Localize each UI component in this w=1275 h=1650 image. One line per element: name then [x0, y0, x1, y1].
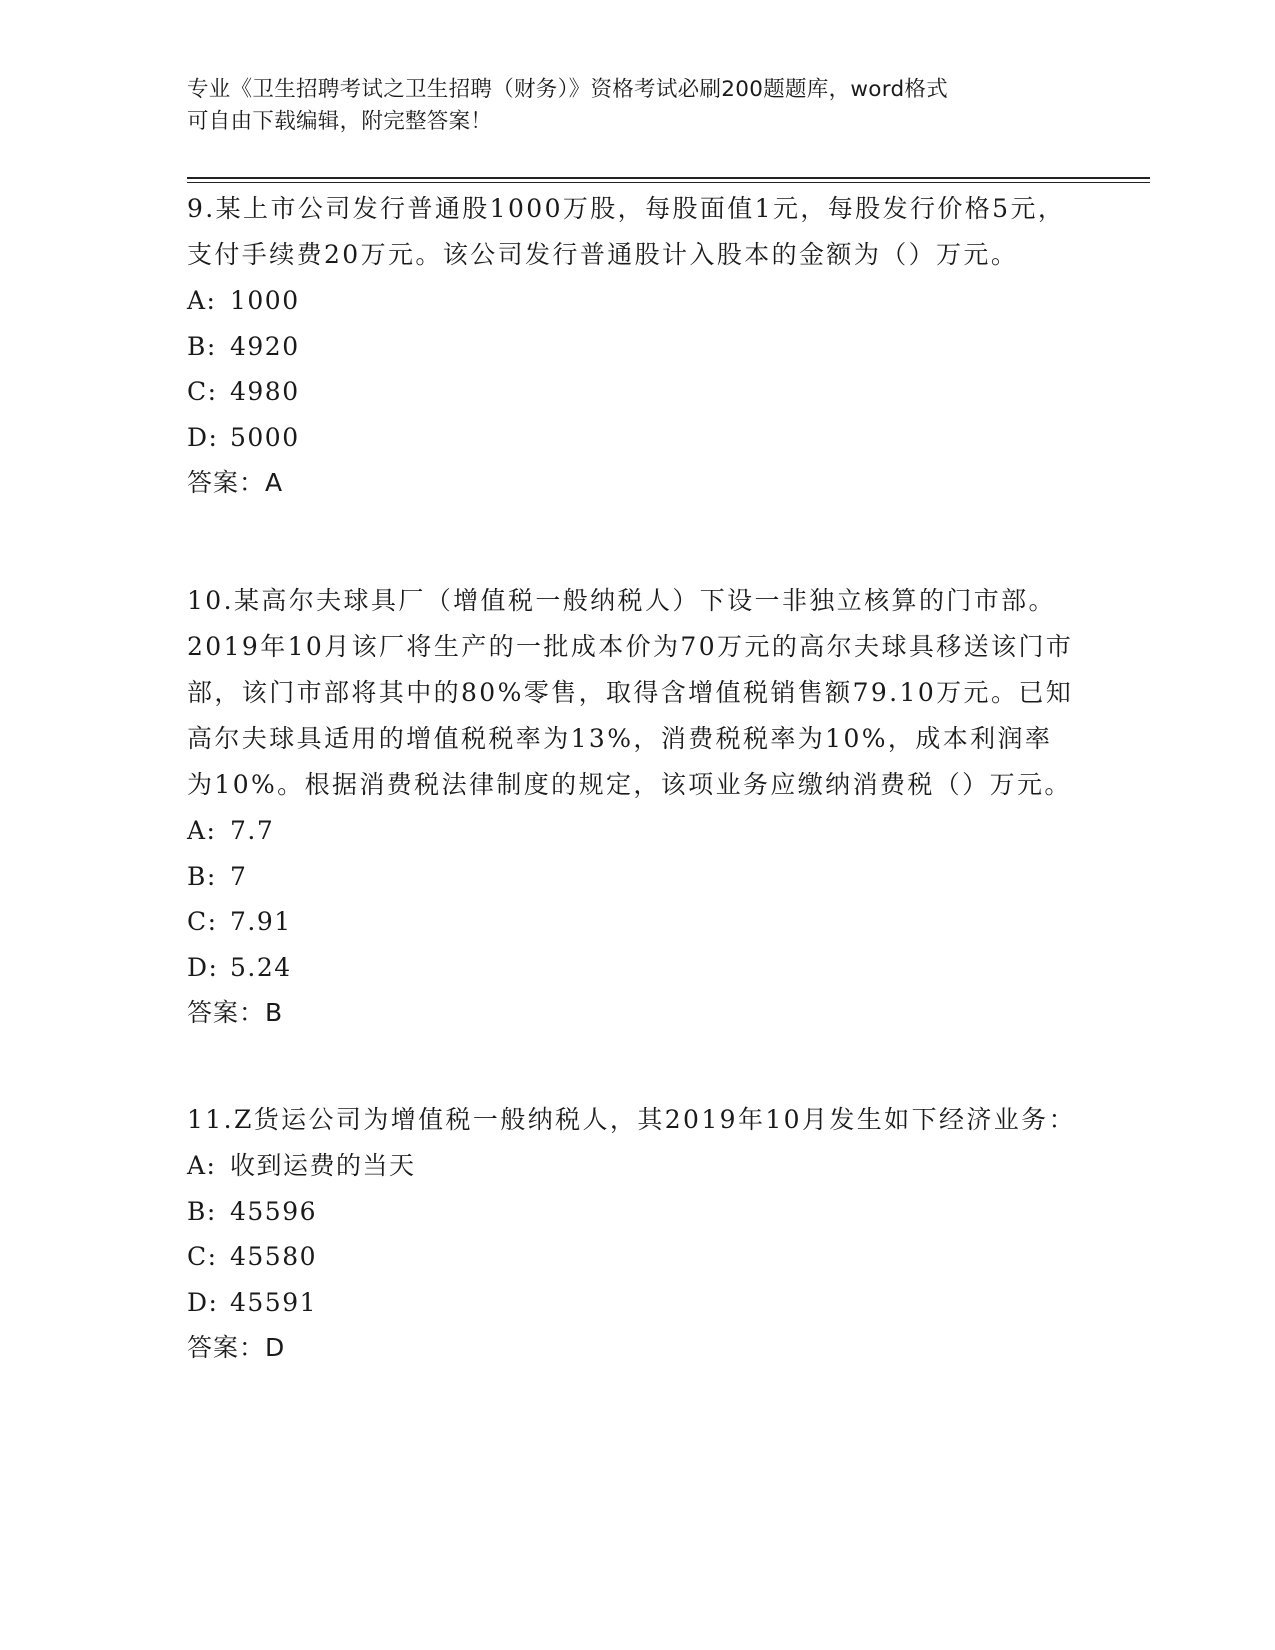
option-label: A:: [187, 816, 217, 845]
option-label: B:: [187, 861, 217, 891]
option-text: 7.91: [230, 907, 292, 936]
header-divider-thick: [187, 177, 1150, 179]
option-b: [187, 324, 1077, 370]
option-text: 1000: [230, 286, 300, 315]
header-line-2: 可自由下载编辑，附完整答案！: [187, 109, 493, 134]
option-text: 7: [230, 861, 248, 891]
option-text: 45596: [230, 1196, 318, 1226]
document-header: [187, 74, 1067, 138]
option-text: 收到运费的当天: [230, 1151, 416, 1180]
option-text: 4920: [230, 331, 300, 361]
option-text: 7.7: [230, 816, 275, 845]
option-c: [187, 1234, 1077, 1280]
question-10: [187, 578, 1077, 1036]
header-line-1: 专业《卫生招聘考试之卫生招聘（财务）》资格考试必刷200题题库，word格式: [187, 77, 949, 102]
option-text: 5000: [230, 422, 300, 452]
option-label: A:: [187, 286, 217, 315]
answer-line: 答案：B: [187, 998, 284, 1027]
option-a: [187, 808, 1077, 854]
option-label: C:: [187, 907, 218, 936]
question-11: [187, 1097, 1077, 1371]
option-label: C:: [187, 1242, 218, 1271]
option-label: C:: [187, 377, 218, 406]
question-stem: 9.某上市公司发行普通股1000万股，每股面值1元，每股发行价格5元，支付手续费20万元。该公司发行普通股计入股本的金额为（）万元。: [187, 194, 1066, 269]
option-d: [187, 945, 1077, 991]
option-b: [187, 1189, 1077, 1235]
option-b: [187, 854, 1077, 900]
answer-line: 答案：A: [187, 468, 284, 497]
option-label: D:: [187, 422, 219, 452]
option-text: 45580: [230, 1242, 318, 1271]
option-c: [187, 899, 1077, 945]
option-a: [187, 1143, 1077, 1189]
question-9: [187, 186, 1077, 506]
option-text: 45591: [230, 1287, 318, 1317]
option-label: D:: [187, 952, 219, 982]
option-label: A:: [187, 1151, 217, 1180]
option-label: D:: [187, 1287, 219, 1317]
option-a: [187, 278, 1077, 324]
option-d: [187, 1280, 1077, 1326]
option-d: [187, 415, 1077, 461]
answer-line: 答案：D: [187, 1333, 286, 1362]
header-divider-thin: [187, 182, 1150, 183]
option-label: B:: [187, 1196, 217, 1226]
option-label: B:: [187, 331, 217, 361]
question-stem: 10.某高尔夫球具厂（增值税一般纳税人）下设一非独立核算的门市部。2019年10月该厂将生产的一批成本价为70万元的高尔夫球具移送该门市部，该门市部将其中的80%零售，取得含增值税销售额79.10万元。已知高尔夫球具适用的增值税税率为13%，消费税税率为10%，成本利润率为10%。根据消费税法律制度的规定，该项业务应缴纳消费税（）万元。: [187, 586, 1074, 799]
option-text: 4980: [230, 377, 300, 406]
option-text: 5.24: [230, 952, 292, 982]
question-stem: 11.Z货运公司为增值税一般纳税人，其2019年10月发生如下经济业务：: [187, 1105, 1076, 1134]
option-c: [187, 369, 1077, 415]
